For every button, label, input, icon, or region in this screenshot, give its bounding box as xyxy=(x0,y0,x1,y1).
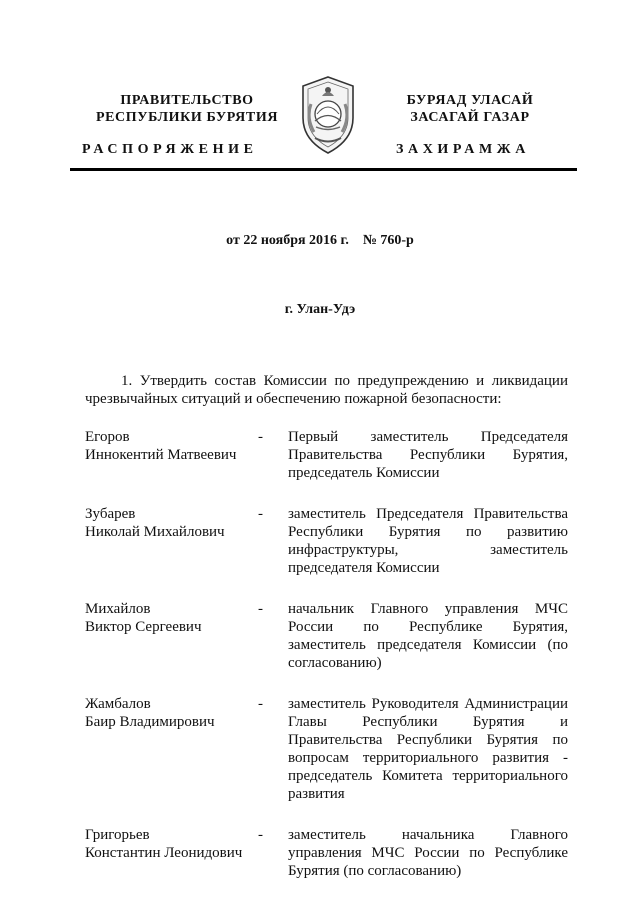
order-date-number: от 22 ноября 2016 г. № 760-р xyxy=(226,233,414,248)
member-dash: - xyxy=(258,429,263,445)
header-divider xyxy=(70,168,577,171)
government-name-buryat-line1: БУРЯАД УЛАСАЙ xyxy=(406,93,534,108)
member-surname: Зубарев xyxy=(85,506,136,522)
government-name-buryat-line2: ЗАСАГАЙ ГАЗАР xyxy=(410,110,530,125)
government-name-russian xyxy=(62,92,312,126)
member-dash: - xyxy=(258,827,263,843)
commission-member xyxy=(85,600,568,672)
member-surname: Григорьев xyxy=(85,827,150,843)
member-full-name xyxy=(85,695,260,731)
coat-of-arms-icon xyxy=(293,74,363,156)
commission-members-list xyxy=(85,428,568,903)
member-position: заместитель Руководителя Администрации Главы Республики Бурятия и Правительства Республики Бурятия по вопросам территориального развития - председатель Комитета территориального развития xyxy=(288,696,568,802)
member-full-name xyxy=(85,505,260,541)
order-paragraph-1: 1. Утвердить состав Комиссии по предупреждению и ликвидации чрезвычайных ситуаций и обеспечению пожарной безопасности: xyxy=(85,373,568,407)
government-name-line1: ПРАВИТЕЛЬСТВО xyxy=(120,93,254,108)
member-given-names: Иннокентий Матвеевич xyxy=(85,447,237,463)
order-city: г. Улан-Удэ xyxy=(284,302,356,317)
member-full-name xyxy=(85,600,260,636)
member-given-names: Баир Владимирович xyxy=(85,714,215,730)
commission-member xyxy=(85,695,568,803)
document-type-russian: РАСПОРЯЖЕНИЕ xyxy=(82,142,258,157)
member-position: Первый заместитель Председателя Правительства Республики Бурятия, председатель Комиссии xyxy=(288,429,568,481)
commission-member xyxy=(85,826,568,880)
member-dash: - xyxy=(258,696,263,712)
member-position: заместитель Председателя Правительства Республики Бурятия по развитию инфраструктуры, заместитель председателя Комиссии xyxy=(288,506,568,576)
member-surname: Михайлов xyxy=(85,601,151,617)
member-full-name xyxy=(85,826,260,862)
member-surname: Жамбалов xyxy=(85,696,151,712)
commission-member xyxy=(85,505,568,577)
member-surname: Егоров xyxy=(85,429,130,445)
government-name-buryat xyxy=(370,92,570,126)
commission-member xyxy=(85,428,568,482)
government-name-line2: РЕСПУБЛИКИ БУРЯТИЯ xyxy=(95,110,279,125)
member-given-names: Виктор Сергеевич xyxy=(85,619,202,635)
member-full-name xyxy=(85,428,260,464)
member-position: заместитель начальника Главного управления МЧС России по Республике Бурятия (по согласованию) xyxy=(288,827,568,879)
member-position: начальник Главного управления МЧС России по Республике Бурятия, заместитель председателя Комиссии (по согласованию) xyxy=(288,601,568,671)
member-dash: - xyxy=(258,601,263,617)
member-given-names: Николай Михайлович xyxy=(85,524,225,540)
member-given-names: Константин Леонидович xyxy=(85,845,243,861)
member-dash: - xyxy=(258,506,263,522)
document-type-buryat: ЗАХИРАМЖА xyxy=(396,142,530,157)
